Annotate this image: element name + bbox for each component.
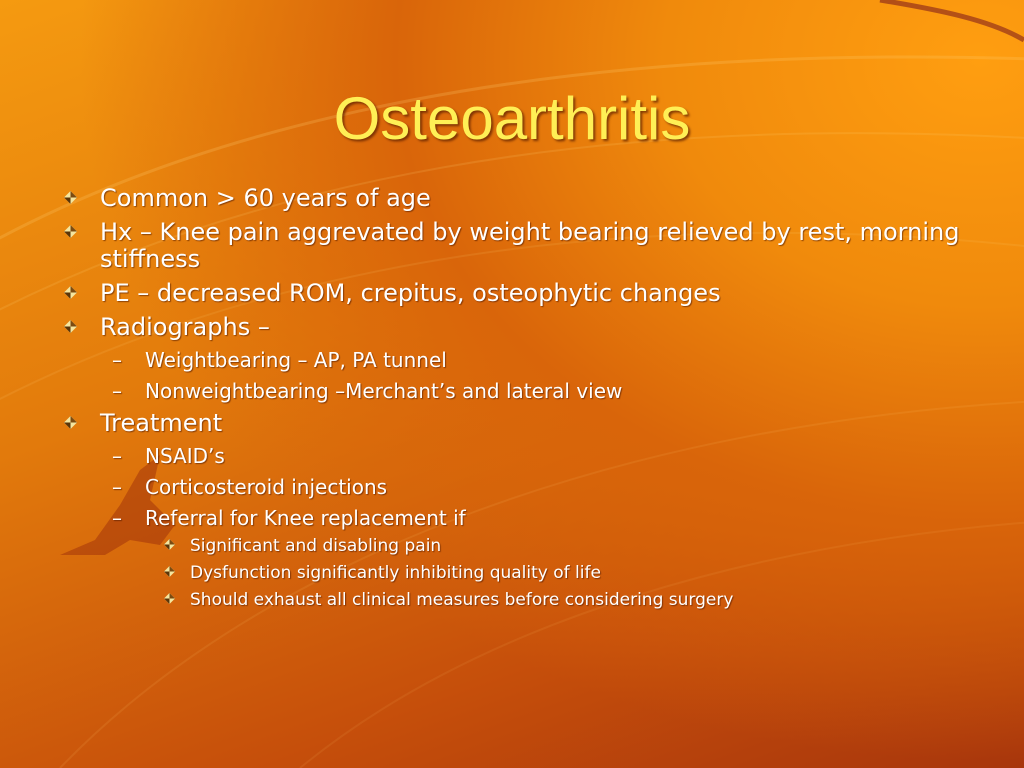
sub-sub-bullet-text: Should exhaust all clinical measures before considering surgery — [190, 590, 734, 610]
bullet-text: Treatment — [100, 409, 223, 437]
bullet-text: Common > 60 years of age — [100, 184, 431, 212]
sub-bullet-item — [64, 348, 964, 372]
sub-sub-bullet-item — [64, 536, 964, 557]
sub-bullet-item — [64, 475, 964, 499]
dash-marker: – — [112, 444, 122, 468]
diamond-bullet-icon — [64, 225, 77, 238]
sub-bullet-item — [64, 444, 964, 468]
diamond-bullet-icon — [64, 191, 77, 204]
slide-title: Osteoarthritis — [333, 85, 691, 152]
diamond-bullet-icon — [64, 320, 77, 333]
dash-marker: – — [112, 348, 122, 372]
sub-bullet-text: Corticosteroid injections — [145, 475, 388, 499]
sub-sub-bullet-text: Dysfunction significantly inhibiting quality of life — [190, 563, 601, 583]
sub-bullet-text: Referral for Knee replacement if — [145, 506, 466, 530]
sub-bullet-text: NSAID’s — [145, 444, 225, 468]
sub-bullet-text: Weightbearing – AP, PA tunnel — [145, 348, 447, 372]
slide-body — [64, 178, 964, 611]
sub-sub-bullet-item — [64, 563, 964, 584]
diamond-bullet-icon — [164, 539, 175, 550]
diamond-bullet-icon — [64, 416, 77, 429]
diamond-bullet-icon — [64, 286, 77, 299]
bullet-item — [64, 410, 964, 437]
diamond-bullet-icon — [164, 566, 175, 577]
dash-marker: – — [112, 506, 122, 530]
bullet-text: PE – decreased ROM, crepitus, osteophytic changes — [100, 279, 721, 307]
diamond-bullet-icon — [164, 593, 175, 604]
bullet-text: Radiographs – — [100, 313, 270, 341]
dash-marker: – — [112, 379, 122, 403]
bullet-item — [64, 314, 964, 341]
corner-stripe — [880, 0, 1024, 40]
bullet-item — [64, 185, 964, 212]
sub-sub-bullet-text: Significant and disabling pain — [190, 536, 442, 556]
sub-sub-bullet-item — [64, 590, 964, 611]
sub-bullet-text: Nonweightbearing –Merchant’s and lateral view — [145, 379, 623, 403]
bullet-text: Hx – Knee pain aggrevated by weight bearing relieved by rest, morning stiffness — [100, 218, 960, 273]
sub-bullet-item — [64, 379, 964, 403]
bullet-item — [64, 219, 964, 273]
bullet-item — [64, 280, 964, 307]
sub-bullet-item — [64, 506, 964, 530]
dash-marker: – — [112, 475, 122, 499]
